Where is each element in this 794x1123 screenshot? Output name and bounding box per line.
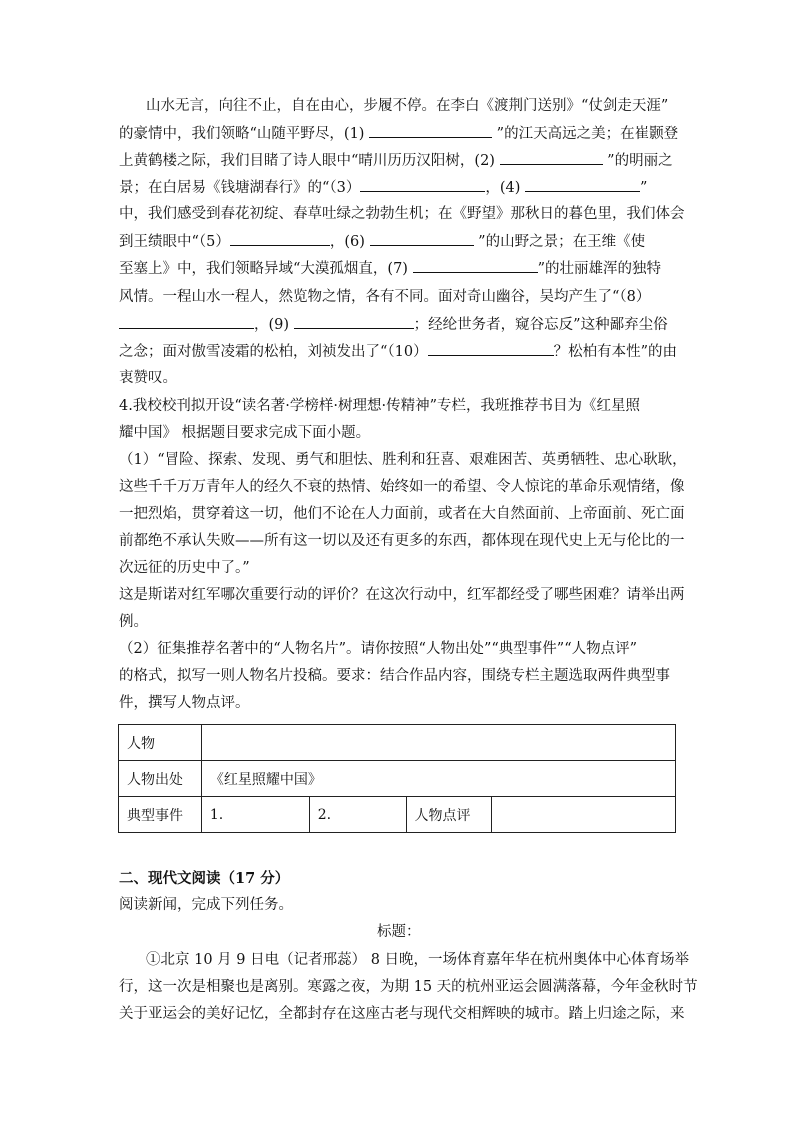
event-1-cell[interactable]: 1.	[201, 797, 309, 833]
text-span: ”的壮丽雄浑的独特	[537, 261, 661, 277]
event-2-cell[interactable]: 2.	[309, 797, 406, 833]
news-paragraph-line: 关于亚运会的美好记忆，全都封存在这座古老与现代交相辉映的城市。踏上归途之际，来	[119, 1006, 685, 1022]
text-line: 衷赞叹。	[119, 370, 177, 386]
text-line	[119, 150, 673, 171]
quote-line: 次远征的历史中了。”	[119, 560, 250, 576]
quote-line: （1）“冒险、探索、发现、勇气和胆怯、胜利和狂喜、艰难困苦、英勇牺牲、忠心耿耿，	[119, 452, 687, 468]
text-span: ？松柏有本性”的由	[553, 344, 678, 360]
text-span: ”的山野之景；在王维《使	[473, 234, 646, 250]
text-line	[119, 177, 647, 198]
text-line: 件，撰写人物点评。	[119, 695, 250, 711]
answer-blank-6[interactable]	[370, 231, 474, 246]
row-label-person: 人物	[119, 725, 202, 761]
text-span: 之念；面对傲雪凌霜的松柏，刘祯发出了“（10）	[119, 344, 428, 360]
quote-line: 一把烈焰，贯穿着这一切，他们不论在人力面前，或者在大自然面前、上帝面前、死亡面	[119, 506, 685, 522]
source-value: 《红星照耀中国》	[201, 761, 675, 797]
text-span: 上黄鹤楼之际，我们目睹了诗人眼中“晴川历历汉阳树，(2)	[119, 153, 500, 169]
row-label-events: 典型事件	[119, 797, 202, 833]
person-answer-cell[interactable]	[201, 725, 675, 761]
answer-blank-8[interactable]	[119, 314, 254, 329]
text-span: 到王绩眼中“（5）	[119, 234, 230, 250]
text-line	[119, 231, 645, 252]
answer-blank-3[interactable]	[360, 177, 485, 192]
answer-blank-2[interactable]	[500, 150, 603, 165]
instruction-text: 阅读新闻，完成下列任务。	[119, 897, 293, 913]
table-row	[119, 761, 676, 797]
text-line: 的格式，拟写一则人物名片投稿。要求：结合作品内容，围绕专栏主题选取两件典型事	[119, 668, 670, 684]
text-line	[119, 341, 677, 362]
text-line: 山水无言，向往不止，自在由心，步履不停。在李白《渡荆门送别》“仗剑走天涯”	[146, 98, 669, 114]
news-paragraph-line: 行，这一次是相聚也是离别。寒露之夜，为期 15 天的杭州亚运会圆满落幕，今年金秋时节	[119, 979, 698, 995]
answer-blank-1[interactable]	[369, 123, 492, 138]
section-heading: 二、现代文阅读（17 分）	[119, 870, 290, 887]
text-line	[119, 314, 668, 335]
table-row	[119, 725, 676, 761]
text-span: ”的明丽之	[602, 153, 673, 169]
answer-blank-10[interactable]	[428, 341, 554, 356]
text-line: （2）征集推荐名著中的“人物名片”。请你按照“人物出处”“典型事件”“人物点评”	[119, 641, 638, 657]
text-span: ；经纶世务者，窥谷忘反”这种鄙弃尘俗	[413, 317, 668, 333]
question-4-heading: 4.我校校刊拟开设“读名著·学榜样·树理想·传精神”专栏，我班推荐书目为《红星照	[119, 398, 640, 414]
news-paragraph-line: ①北京 10 月 9 日电（记者邢蕊） 8 日晚，一场体育嘉年华在杭州奥体中心体育场举	[146, 952, 690, 968]
quote-line: 这些千千万万青年人的经久不衰的热情、始终如一的希望、令人惊诧的革命乐观情绪，像	[119, 479, 685, 495]
text-span: 的豪情中，我们领略“山随平野尽，(1)	[119, 126, 370, 142]
text-line	[119, 123, 678, 144]
answer-blank-7[interactable]	[413, 258, 538, 273]
text-line: 风情。一程山水一程人，然览物之情，各有不同。面对奇山幽谷，吴均产生了“（8）	[119, 289, 651, 305]
character-card-table	[118, 724, 676, 833]
text-span: ，(6)	[329, 234, 370, 250]
text-span: ”	[640, 180, 648, 196]
answer-blank-5[interactable]	[230, 231, 330, 246]
answer-blank-4[interactable]	[525, 177, 640, 192]
row-label-source: 人物出处	[119, 761, 202, 797]
comment-answer-cell[interactable]	[492, 797, 676, 833]
text-span: 景；在白居易《钱塘湖春行》的“（3）	[119, 180, 361, 196]
text-line: 耀中国》 根据题目要求完成下面小题。	[119, 425, 371, 441]
quote-line: 前都绝不承认失败——所有这一切以及还有更多的东西，都体现在现代史上无与伦比的一	[119, 533, 685, 549]
text-span: ，(9)	[254, 317, 294, 333]
text-span: 至塞上》中，我们领略异域“大漠孤烟直，(7)	[119, 261, 413, 277]
table-row	[119, 797, 676, 833]
title-label: 标题：	[377, 924, 421, 940]
text-span: ”的江天高远之美；在崔颢登	[492, 126, 679, 142]
text-line	[119, 258, 661, 279]
text-line: 例。	[119, 614, 148, 630]
text-line: 中，我们感受到春花初绽、春草吐绿之勃勃生机；在《野望》那秋日的暮色里，我们体会	[119, 206, 685, 222]
answer-blank-9[interactable]	[294, 314, 414, 329]
text-line: 这是斯诺对红军哪次重要行动的评价？在这次行动中，红军都经受了哪些困难？请举出两	[119, 587, 685, 603]
comment-label: 人物点评	[406, 797, 492, 833]
text-span: ，(4)	[485, 180, 526, 196]
